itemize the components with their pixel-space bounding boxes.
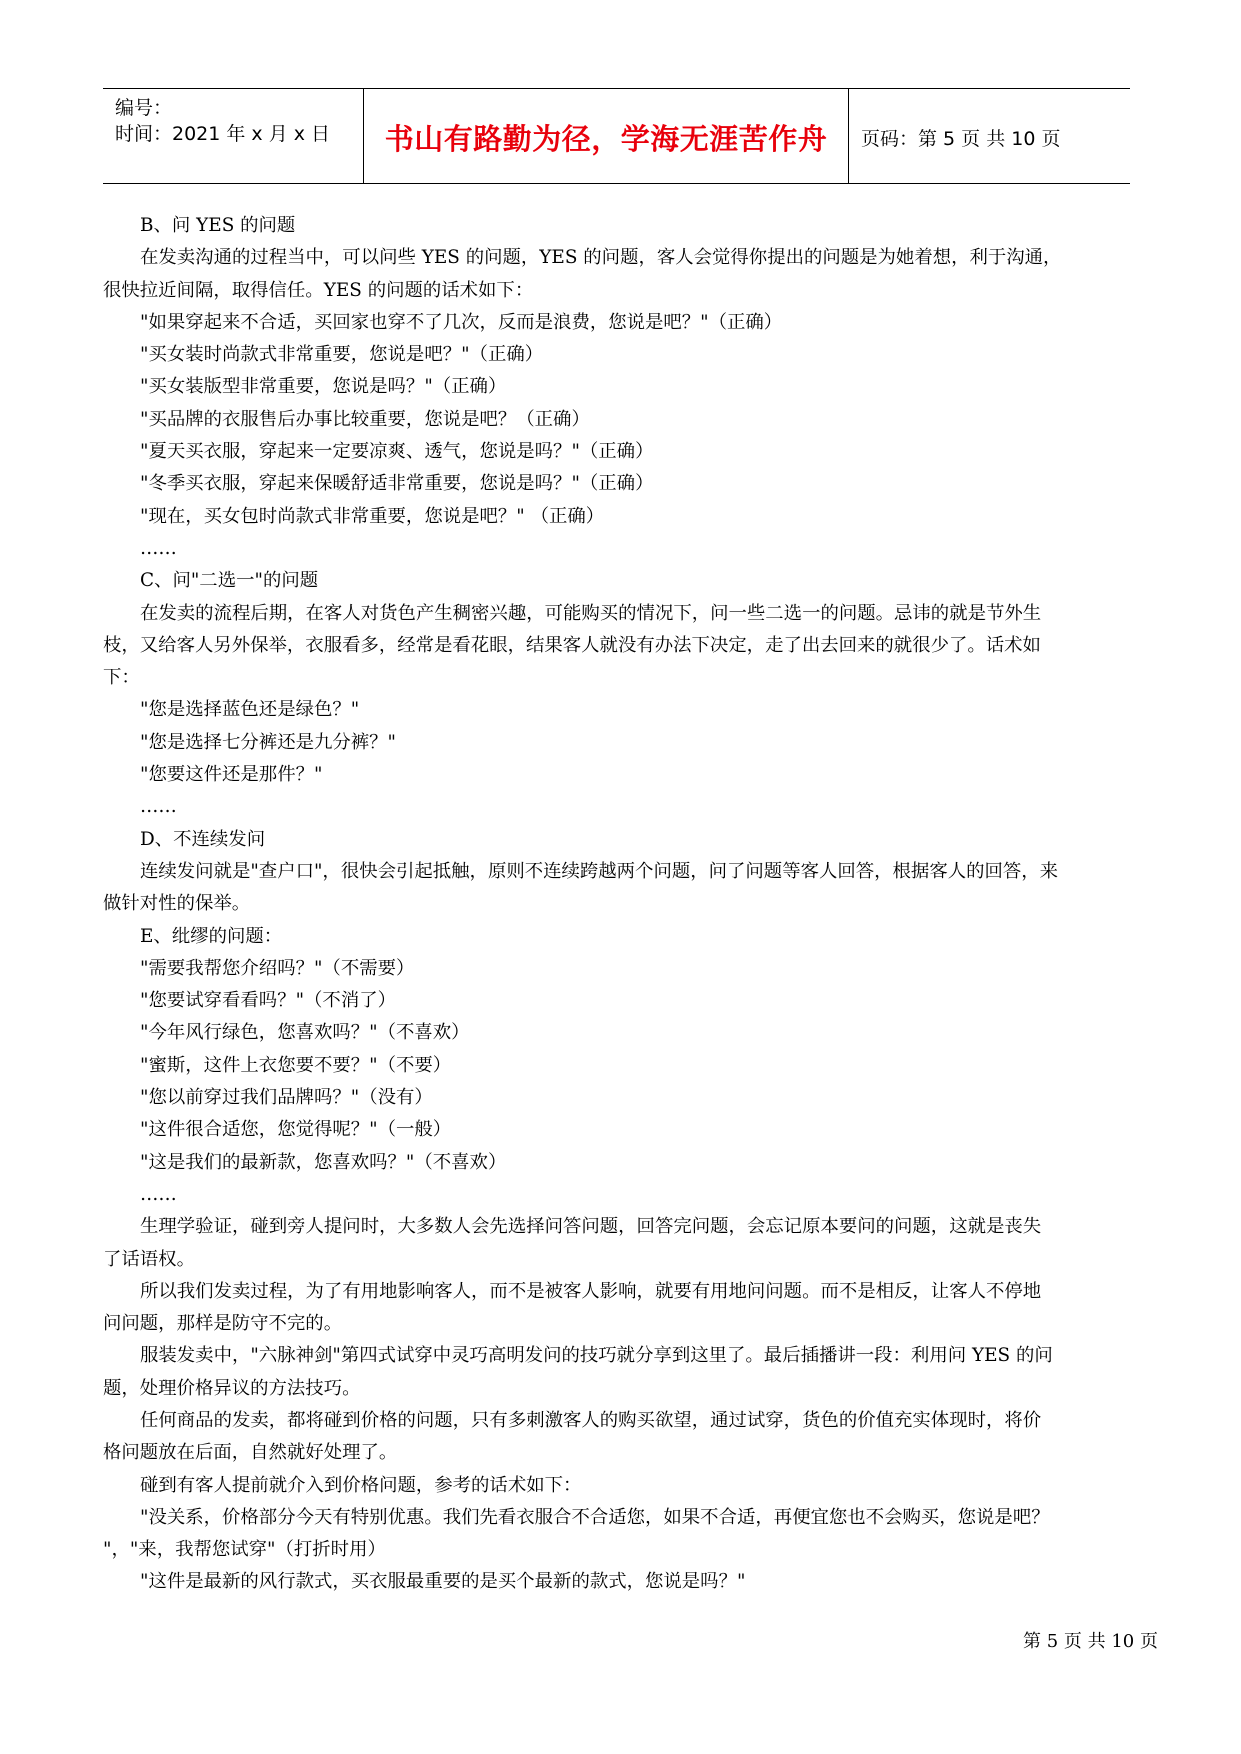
paragraph-line: 枝，又给客人另外保举，衣服看多，经常是看花眼，结果客人就没有办法下决定，走了出去回来的就很少了。话术如 (103, 634, 1041, 656)
heading-b: B、问 YES 的问题 (140, 215, 296, 236)
quote-line: "这件很合适您，您觉得呢？"（一般） (140, 1119, 452, 1141)
motto-text: 书山有路勤为径，学海无涯苦作舟 (384, 122, 828, 156)
quote-line: "，"来，我帮您试穿"（打折时用） (103, 1539, 386, 1561)
quote-line: "如果穿起来不合适，买回家也穿不了几次，反而是浪费，您说是吧？"（正确） (140, 311, 783, 333)
paragraph-line: 连续发问就是"查户口"，很快会引起抵触，原则不连续跨越两个问题，问了问题等客人回答，根据客人的回答，来 (140, 860, 1059, 882)
paragraph-line: 所以我们发卖过程，为了有用地影响客人，而不是被客人影响，就要有用地问问题。而不是相反，让客人不停地 (140, 1280, 1042, 1302)
paragraph-line: 题，处理价格异议的方法技巧。 (103, 1377, 361, 1399)
quote-line: "冬季买衣服，穿起来保暖舒适非常重要，您说是吗？"（正确） (140, 473, 654, 495)
quote-line: "没关系，价格部分今天有特别优惠。我们先看衣服合不合适您，如果不合适，再便宜您也不会购买，您说是吧？ (140, 1506, 1050, 1528)
quote-line: "这是我们的最新款，您喜欢吗？"（不喜欢） (140, 1151, 507, 1173)
header-info-cell (103, 89, 364, 183)
quote-line: "这件是最新的风行款式，买衣服最重要的是买个最新的款式，您说是吗？" (140, 1571, 746, 1593)
heading-c: C、问"二选一"的问题 (140, 570, 319, 592)
quote-line: "现在，买女包时尚款式非常重要，您说是吧？" （正确） (140, 505, 605, 527)
quote-line: "您以前穿过我们品牌吗？"（没有） (140, 1087, 433, 1109)
quote-line: "买品牌的衣服售后办事比较重要，您说是吧？（正确） (140, 408, 590, 430)
header-motto-cell (364, 89, 849, 183)
paragraph-line: 格问题放在后面，自然就好处理了。 (103, 1442, 398, 1464)
ellipsis: …… (140, 1183, 177, 1205)
quote-line: "今年风行绿色，您喜欢吗？"（不喜欢） (140, 1022, 470, 1044)
paragraph-line: 服装发卖中，"六脉神剑"第四式试穿中灵巧高明发问的技巧就分享到这里了。最后插播讲一段：利用问 YES 的问 (140, 1345, 1053, 1367)
paragraph-line: 碰到有客人提前就介入到价格问题，参考的话术如下： (140, 1474, 582, 1496)
quote-line: "夏天买衣服，穿起来一定要凉爽、透气，您说是吗？"（正确） (140, 441, 654, 463)
quote-line: "买女装时尚款式非常重要，您说是吧？"（正确） (140, 344, 544, 366)
page-header (103, 88, 1130, 184)
page-code: 页码：第 5 页 共 10 页 (861, 128, 1061, 150)
paragraph-line: 生理学验证，碰到旁人提问时，大多数人会先选择问答问题，回答完问题，会忘记原本要问的问题，这就是丧失 (140, 1216, 1042, 1238)
heading-d: D、不连续发问 (140, 828, 266, 850)
heading-e: E、纰缪的问题： (140, 925, 283, 947)
paragraph-line: 了话语权。 (103, 1248, 195, 1270)
paragraph-line: 很快拉近间隔，取得信任。YES 的问题的话术如下： (103, 279, 534, 301)
quote-line: "买女装版型非常重要，您说是吗？"（正确） (140, 376, 507, 398)
paragraph-line: 问问题，那样是防守不完的。 (103, 1313, 343, 1335)
document-body (103, 210, 1183, 1599)
paragraph-line: 做针对性的保举。 (103, 893, 251, 915)
paragraph-line: 任何商品的发卖，都将碰到价格的问题，只有多刺激客人的购买欲望，通过试穿，货色的价值充实体现时，将价 (140, 1409, 1042, 1431)
ellipsis: …… (140, 796, 177, 818)
quote-line: "蜜斯，这件上衣您要不要？"（不要） (140, 1054, 452, 1076)
paragraph-line: 下： (103, 667, 140, 689)
quote-line: "您要这件还是那件？" (140, 764, 323, 786)
quote-line: "您要试穿看看吗？"（不消了） (140, 990, 396, 1012)
time-label: 时间：2021 年 x 月 x 日 (115, 123, 331, 145)
number-label: 编号： (115, 97, 173, 119)
paragraph-line: 在发卖的流程后期，在客人对货色产生稠密兴趣，可能购买的情况下，问一些二选一的问题。忌讳的就是节外生 (140, 602, 1042, 624)
quote-line: "您是选择七分裤还是九分裤？" (140, 731, 396, 753)
paragraph-line: 在发卖沟通的过程当中，可以问些 YES 的问题，YES 的问题，客人会觉得你提出的问题是为她着想，利于沟通， (140, 247, 1062, 269)
page-footer: 第 5 页 共 10 页 (1023, 1631, 1158, 1652)
quote-line: "需要我帮您介绍吗？"（不需要） (140, 957, 415, 979)
ellipsis: …… (140, 537, 177, 559)
header-page-cell (849, 89, 1130, 183)
quote-line: "您是选择蓝色还是绿色？" (140, 699, 360, 721)
